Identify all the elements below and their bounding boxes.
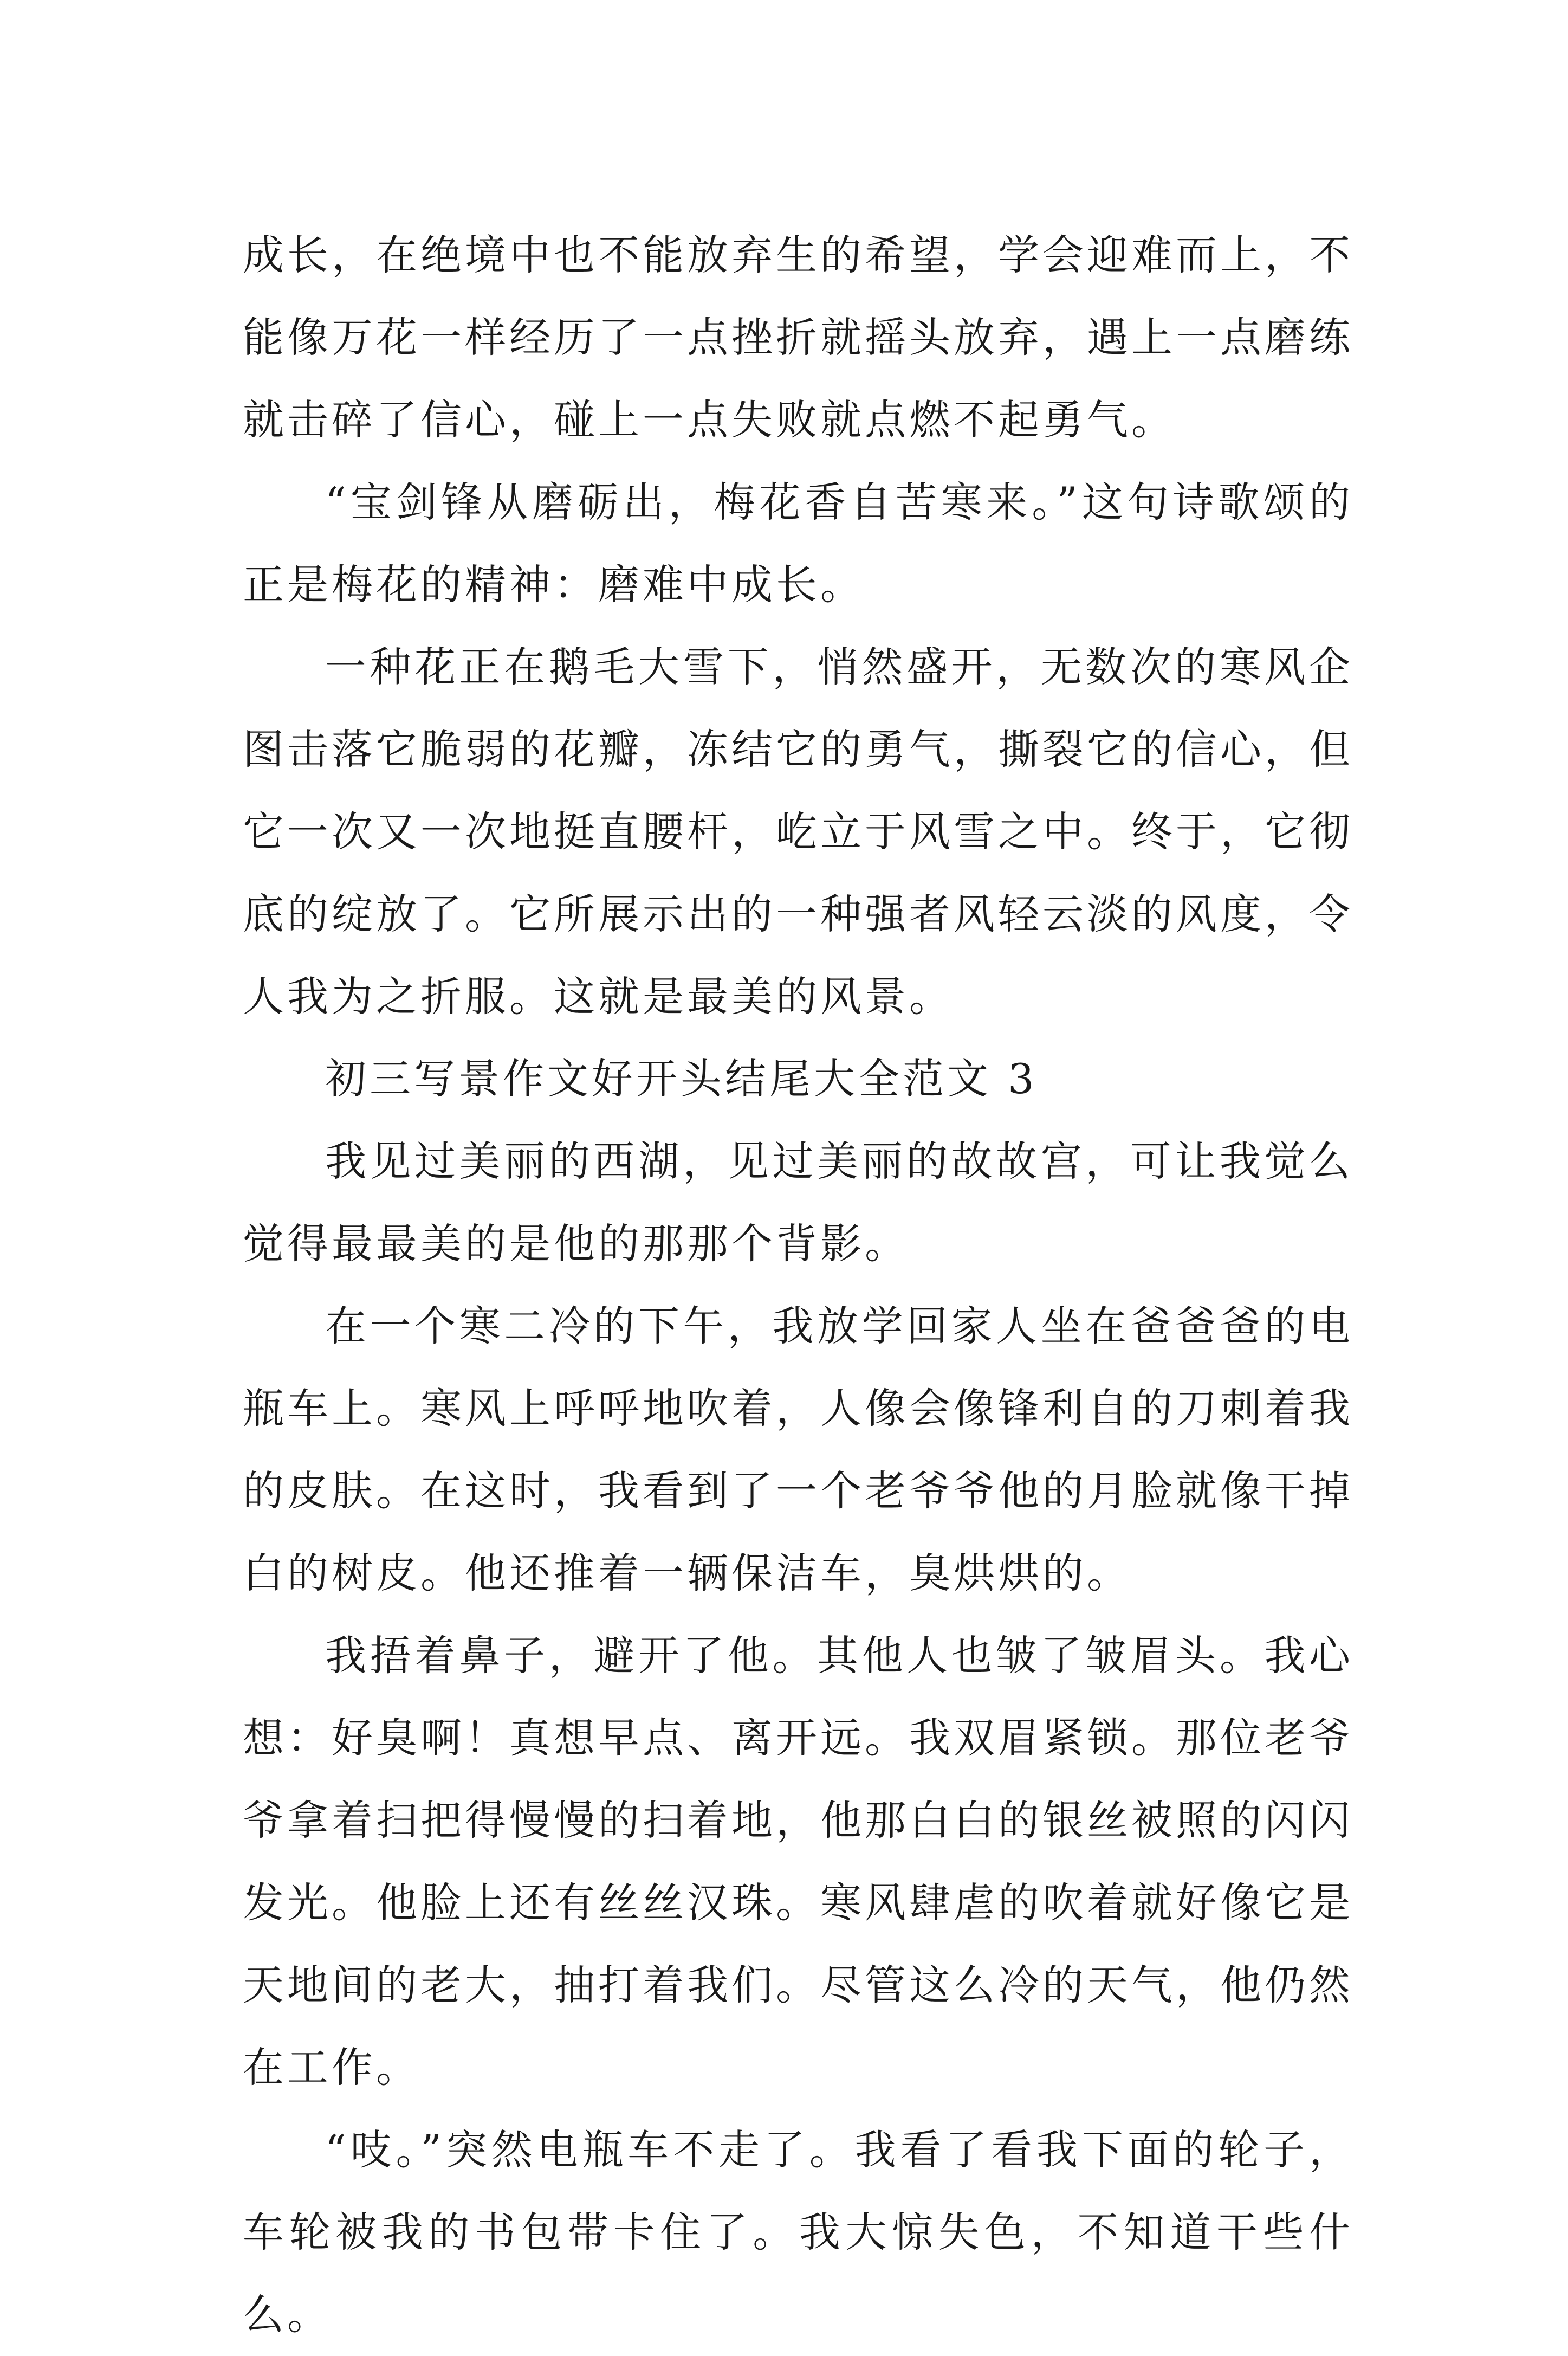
paragraph-continuation: 成长，在绝境中也不能放弃生的希望，学会迎难而上，不能像万花一样经历了一点挫折就摇头放弃，遇上一点磨练就击碎了信心，碰上一点失败就点燃不起勇气。 [243, 231, 1353, 444]
paragraph-old-man: 我捂着鼻子，避开了他。其他人也皱了皱眉头。我心想：好臭啊！真想早点、离开远。我双眉紧锁。那位老爷爷拿着扫把得慢慢的扫着地，他那白白的银丝被照的闪闪发光。他脸上还有丝丝汉珠。寒风肆虐的吹着就好像它是天地间的老大，抽打着我们。尽管这么冷的天气，他仍然在工作。 [243, 1631, 1353, 2092]
document-body [243, 214, 1353, 2356]
paragraph-intro: 我见过美丽的西湖，见过美丽的故故宫，可让我觉么觉得最最美的是他的那那个背影。 [243, 1137, 1353, 1268]
section-heading: 初三写景作文好开头结尾大全范文 3 [325, 1055, 1038, 1103]
paragraph-plum-blossom: 一种花正在鹅毛大雪下，悄然盛开，无数次的寒风企图击落它脆弱的花瓣，冻结它的勇气，撕裂它的信心，但它一次又一次地挺直腰杆，屹立于风雪之中。终于，它彻底的绽放了。它所展示出的一种强者风轻云淡的风度，令人我为之折服。这就是最美的风景。 [243, 643, 1353, 1021]
paragraph-bike-stopped: “吱。”突然电瓶车不走了。我看了看我下面的轮子，车轮被我的书包带卡住了。我大惊失色，不知道干些什么。 [243, 2126, 1353, 2339]
paragraph-poem-quote: “宝剑锋从磨砺出，梅花香自苦寒来。”这句诗歌颂的正是梅花的精神：磨难中成长。 [243, 478, 1353, 609]
paragraph-cold-afternoon: 在一个寒二冷的下午，我放学回家人坐在爸爸爸的电瓶车上。寒风上呼呼地吹着，人像会像锋利自的刀刺着我的皮肤。在这时，我看到了一个老爷爷他的月脸就像干掉白的树皮。他还推着一辆保洁车，臭烘烘的。 [243, 1302, 1353, 1597]
